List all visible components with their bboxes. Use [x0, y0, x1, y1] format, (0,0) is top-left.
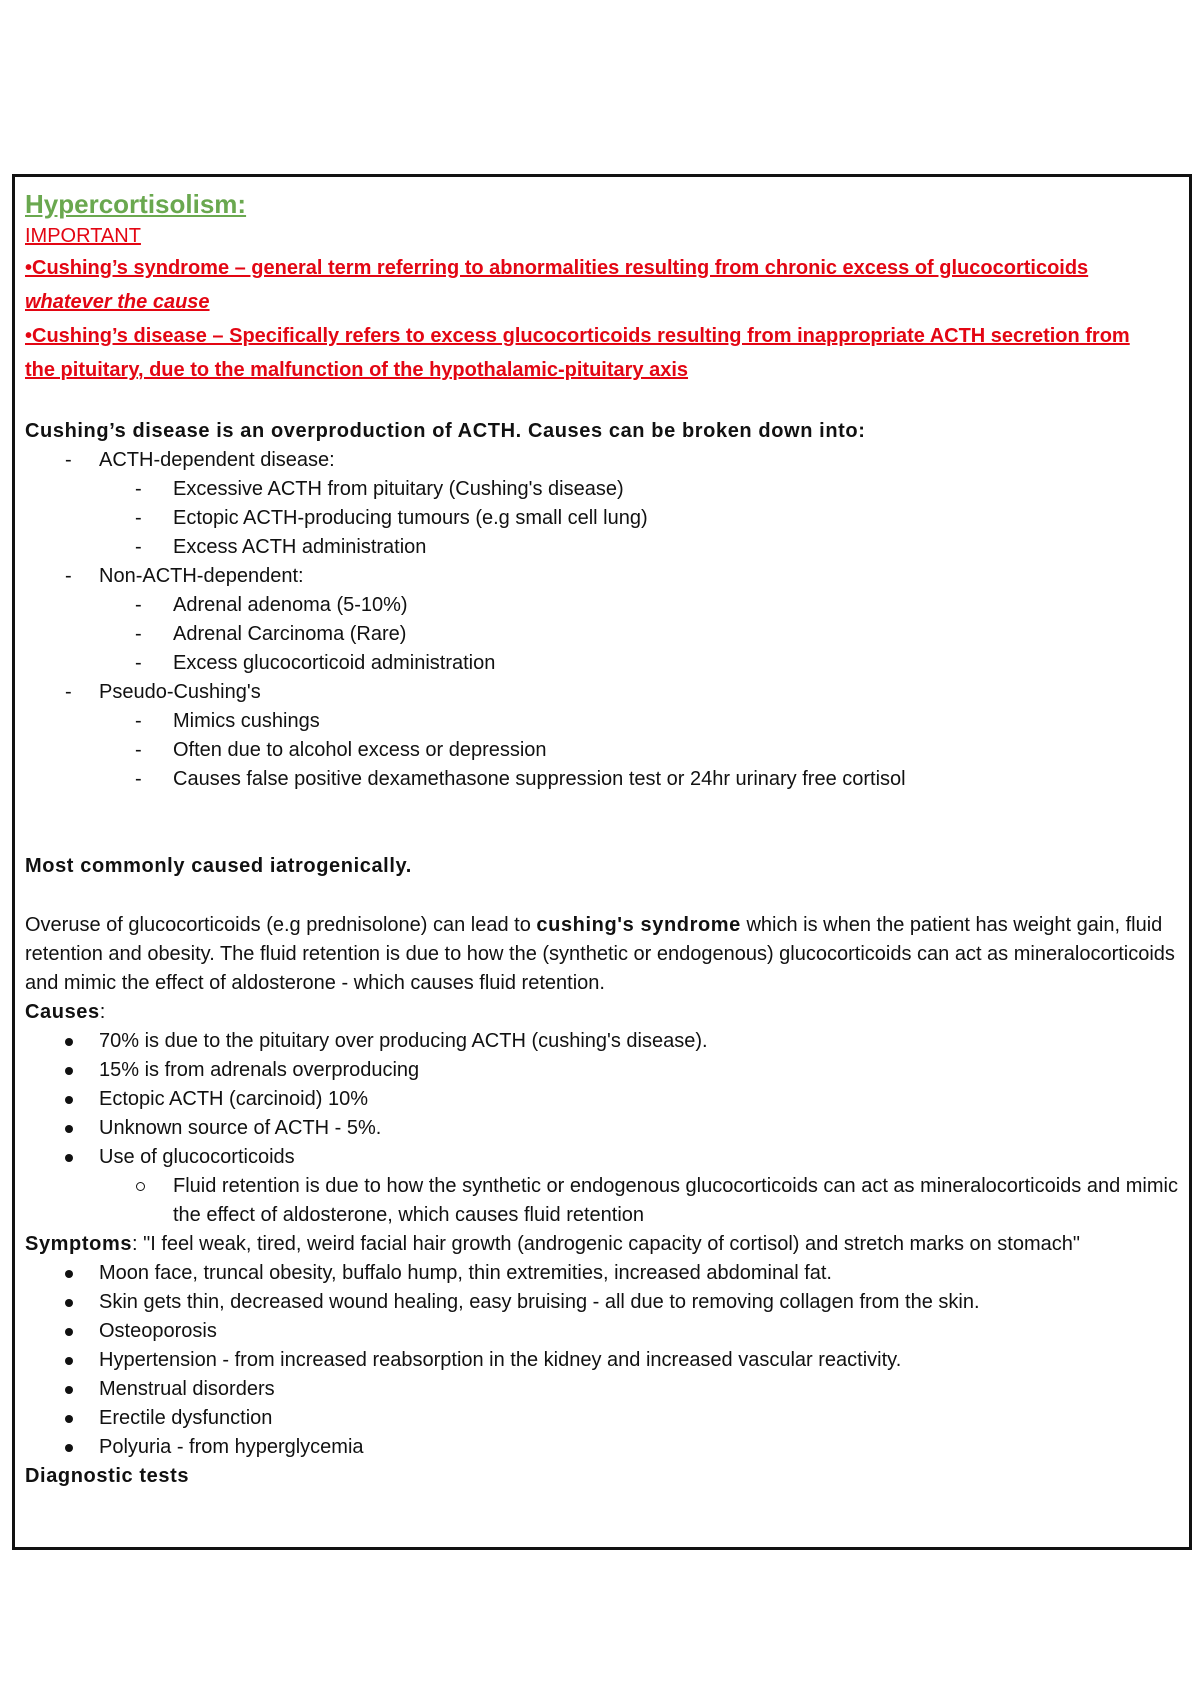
list-item [25, 1027, 1179, 1056]
bullet-icon [65, 1038, 73, 1046]
symptoms-label: Symptoms [25, 1233, 133, 1255]
cause-group-label [25, 446, 1179, 475]
dash-marker: - [135, 536, 142, 558]
bullet-icon [65, 1444, 73, 1452]
list-item [25, 1056, 1179, 1085]
list-item-text: Unknown source of ACTH - 5%. [99, 1117, 382, 1139]
iatrogenic-note: Most commonly caused iatrogenically. [25, 855, 412, 877]
list-item [25, 707, 1179, 736]
list-item [25, 1085, 1179, 1114]
list-item-text: Polyuria - from hyperglycemia [99, 1436, 364, 1458]
important-label: IMPORTANT [25, 225, 141, 247]
list-item [25, 1346, 1179, 1375]
dash-marker: - [135, 739, 142, 761]
list-item [25, 504, 1179, 533]
cause-group-label [25, 678, 1179, 707]
overuse-paragraph [25, 911, 1179, 998]
bullet-icon [65, 1299, 73, 1307]
symptoms-quote: : "I feel weak, tired, weird facial hair growth (androgenic capacity of cortisol) and stretch marks on stomach" [132, 1233, 1080, 1255]
dash-marker: - [135, 623, 142, 645]
syndrome-definition-line1: •Cushing’s syndrome – general term referring to abnormalities resulting from chronic excess of glucocorticoids [25, 257, 1089, 279]
list-item-text: Skin gets thin, decreased wound healing, easy bruising - all due to removing collagen from the skin. [99, 1291, 980, 1313]
list-item-text: Menstrual disorders [99, 1378, 275, 1400]
list-item [25, 736, 1179, 765]
list-item-text: Osteoporosis [99, 1320, 217, 1342]
dash-marker: - [135, 478, 142, 500]
list-item-text: Adrenal Carcinoma (Rare) [173, 623, 407, 645]
list-item [25, 1114, 1179, 1143]
symptoms-paragraph [25, 1230, 1179, 1259]
dash-marker: - [135, 768, 142, 790]
list-item-text: Hypertension - from increased reabsorption in the kidney and increased vascular reactivity. [99, 1349, 902, 1371]
list-item [25, 1143, 1179, 1172]
bullet-icon [65, 1357, 73, 1365]
cause-group-label [25, 562, 1179, 591]
syndrome-definition-line2: whatever the cause [25, 291, 210, 313]
list-item [25, 591, 1179, 620]
bullet-icon [65, 1386, 73, 1394]
causes-label: Causes [25, 1001, 100, 1023]
dash-marker: - [135, 507, 142, 529]
list-item-text: Causes false positive dexamethasone suppression test or 24hr urinary free cortisol [173, 768, 906, 790]
bullet-icon [65, 1096, 73, 1104]
list-item-text: Excess glucocorticoid administration [173, 652, 496, 674]
causes-colon: : [99, 1001, 106, 1023]
list-item-text: Mimics cushings [173, 710, 320, 732]
list-item-text: Moon face, truncal obesity, buffalo hump, thin extremities, increased abdominal fat. [99, 1262, 832, 1284]
dash-marker: - [135, 710, 142, 732]
dash-marker: - [65, 565, 72, 587]
bullet-icon [65, 1154, 73, 1162]
list-item-text: Ectopic ACTH-producing tumours (e.g small cell lung) [173, 507, 648, 529]
dash-marker: - [65, 449, 72, 471]
bullet-icon [65, 1415, 73, 1423]
list-item-text: Excess ACTH administration [173, 536, 427, 558]
overuse-bold-term: cushing's syndrome [536, 914, 741, 936]
group-label-text: Pseudo-Cushing's [99, 681, 261, 703]
dash-marker: - [65, 681, 72, 703]
bullet-icon [65, 1125, 73, 1133]
page-title: Hypercortisolism: [25, 189, 247, 219]
disease-definition-line2: the pituitary, due to the malfunction of the hypothalamic-pituitary axis [25, 359, 689, 381]
list-item [25, 620, 1179, 649]
circle-bullet-icon [136, 1182, 145, 1191]
overuse-text-2: which is when the patient has weight gain, fluid retention and obesity. The fluid retention is due to how the (synthetic or endogenous) glucocorticoids can act as mineralocorticoids and mimic the effect of aldosterone - which causes fluid retention. [25, 914, 1175, 994]
list-item-text: 15% is from adrenals overproducing [99, 1059, 420, 1081]
document-content [25, 187, 1179, 1491]
list-item-text: Excessive ACTH from pituitary (Cushing's disease) [173, 478, 624, 500]
bullet-icon [65, 1328, 73, 1336]
group-label-text: ACTH-dependent disease: [99, 449, 335, 471]
list-item [25, 1317, 1179, 1346]
list-item-text: 70% is due to the pituitary over producing ACTH (cushing's disease). [99, 1030, 708, 1052]
list-item [25, 1259, 1179, 1288]
list-item [25, 1433, 1179, 1462]
list-item-text: Fluid retention is due to how the synthetic or endogenous glucocorticoids can act as mineralocorticoids and mimic the effect of aldosterone, which causes fluid retention [173, 1175, 1178, 1226]
list-item [25, 1375, 1179, 1404]
list-item [25, 475, 1179, 504]
list-item [25, 649, 1179, 678]
list-item-text: Use of glucocorticoids [99, 1146, 295, 1168]
list-item-text: Ectopic ACTH (carcinoid) 10% [99, 1088, 368, 1110]
group-label-text: Non-ACTH-dependent: [99, 565, 304, 587]
dash-marker: - [135, 594, 142, 616]
causes-heading [25, 998, 1179, 1027]
list-item-text: Adrenal adenoma (5-10%) [173, 594, 408, 616]
list-item [25, 765, 1179, 794]
disease-definition-line1: •Cushing’s disease – Specifically refers to excess glucocorticoids resulting from inappropriate ACTH secretion from [25, 325, 1130, 347]
sub-list-item [25, 1172, 1179, 1230]
dash-marker: - [135, 652, 142, 674]
list-item-text: Often due to alcohol excess or depression [173, 739, 547, 761]
list-item-text: Erectile dysfunction [99, 1407, 273, 1429]
overuse-text-1: Overuse of glucocorticoids (e.g prednisolone) can lead to [25, 914, 537, 936]
causes-intro: Cushing’s disease is an overproduction of ACTH. Causes can be broken down into: [25, 420, 866, 442]
list-item [25, 533, 1179, 562]
diagnostic-heading: Diagnostic tests [25, 1465, 190, 1487]
document-frame [12, 174, 1192, 1550]
list-item [25, 1404, 1179, 1433]
list-item [25, 1288, 1179, 1317]
bullet-icon [65, 1270, 73, 1278]
bullet-icon [65, 1067, 73, 1075]
